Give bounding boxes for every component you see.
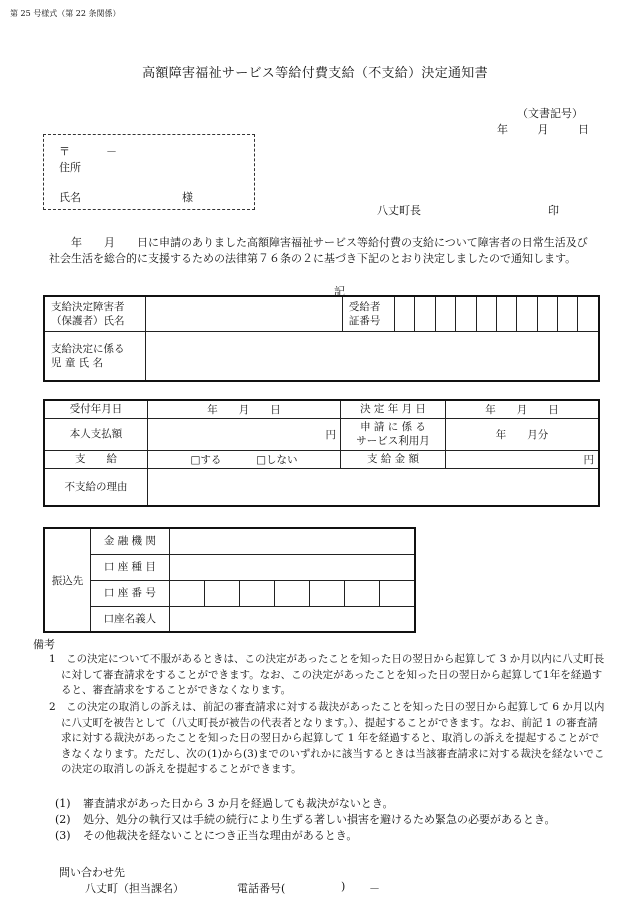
reason-value[interactable] [148,468,600,506]
child-name-label: 支給決定に係る 児 童 氏 名 [44,331,145,381]
cert-digit[interactable] [476,296,496,331]
seal-mark: 印 [548,204,559,217]
reason-label: 不支給の理由 [44,468,148,506]
received-date-label: 受付年月日 [44,400,148,418]
account-digit[interactable] [379,580,415,606]
name-label: 氏名 [59,191,81,204]
document-title: 高額障害福祉サービス等給付費支給（不支給）決定通知書 [142,66,488,81]
notes-heading: 備考 [33,638,55,651]
address-label: 住所 [59,161,81,174]
inquiry-dash: － [369,882,380,895]
account-holder-value[interactable] [169,606,415,632]
cert-number-label: 受給者 証番号 [342,296,394,331]
cert-digit[interactable] [558,296,578,331]
account-number-label: 口 座 番 号 [91,580,170,606]
note-sub-1: (1) 審査請求があった日から 3 か月を経過しても裁決がないとき。 [55,797,394,810]
honorific: 様 [182,191,193,204]
account-digit[interactable] [344,580,379,606]
account-digit[interactable] [239,580,274,606]
payment-amount-label: 支 給 金 額 [341,450,446,468]
self-pay-value[interactable]: 円 [148,418,341,450]
issue-date: 年 月 日 [497,123,589,136]
cert-digit[interactable] [578,296,599,331]
decision-date-label: 決 定 年 月 日 [341,400,446,418]
inquiry-tel-label: 電話番号( [237,882,286,895]
notice-body: 年 月 日に申請のありました高額障害福祉サービス等給付費の支給について障害者の日常生活及び社会生活を総合的に支援するための法律第７６条の２に基づき下記のとおり決定しましたので通知します。 [49,236,588,265]
checkbox-yes[interactable]: □する [190,453,222,466]
account-type-label: 口 座 種 目 [91,554,170,580]
cert-digit[interactable] [496,296,516,331]
postal-mark: 〒 [59,145,70,158]
issuer-mayor: 八丈町長 [377,204,421,217]
account-holder-label: 口座名義人 [91,606,170,632]
document-number: （文書記号） [517,107,583,120]
form-number: 第 25 号様式（第 22 条関係） [10,9,121,18]
payment-options[interactable] [148,450,341,468]
inquiry-dept: 八丈町（担当課名） [85,882,184,895]
ki-heading: 記 [334,285,345,298]
service-month-value[interactable]: 年 月分 [446,418,600,450]
self-pay-label: 本人支払額 [44,418,148,450]
account-digit[interactable] [309,580,344,606]
inquiry-heading: 問い合わせ先 [59,866,125,879]
payment-amount-value[interactable]: 円 [446,450,600,468]
account-type-value[interactable] [169,554,415,580]
note-sub-3: (3) その他裁決を経ないことにつき正当な理由があるとき。 [55,829,358,842]
recipient-label: 支給決定障害者 （保護者）氏名 [44,296,145,331]
bank-value[interactable] [169,528,415,554]
note-2: 2 この決定の取消しの訴えは、前記の審査請求に対する裁決があったことを知った日の翌日から起算して 6 か月以内に八丈町を被告として（八丈町長が被告の代表者となります。）、提起することができます。なお、前記 1 の審査請求に対する裁決があったことを知った日の翌日から起算して 1 年を経過すると、取消しの訴えを提起することができなくなります。ただし、次の(1)から(3)までのいずれかに該当するときは当該審査請求に対する裁決を経ないでこの決定の取消しの訴えを提起することができます。 [49,701,605,775]
checkbox-no[interactable]: □しない [256,453,298,466]
note-sub-2: (2) 処分、処分の執行又は手続の続行により生ずる著しい損害を避けるため緊急の必要があるとき。 [55,813,556,826]
recipient-name-cell[interactable] [145,296,342,331]
inquiry-paren: ) [341,880,346,893]
transfer-label: 振込先 [44,528,91,632]
cert-digit[interactable] [456,296,476,331]
account-digit[interactable] [274,580,309,606]
service-month-label: 申 請 に 係 る サービス利用月 [341,418,446,450]
bank-label: 金 融 機 関 [91,528,170,554]
cert-digit[interactable] [435,296,455,331]
account-digit[interactable] [204,580,239,606]
transfer-table [43,527,416,633]
note-1: 1 この決定について不服があるときは、この決定があったことを知った日の翌日から起算して 3 か月以内に八丈町長に対して審査請求をすることができます。なお、この決定があったことを知った日の翌日から起算して1年を経過すると、審査請求をすることができなくなります。 [49,653,605,696]
account-digit[interactable] [169,580,204,606]
cert-digit[interactable] [537,296,557,331]
received-date-value[interactable]: 年 月 日 [148,400,341,418]
cert-digit[interactable] [394,296,414,331]
decision-table [43,399,600,507]
cert-digit[interactable] [517,296,537,331]
decision-date-value[interactable]: 年 月 日 [446,400,600,418]
payment-label: 支 給 [44,450,148,468]
postal-dash: － [106,145,117,158]
cert-digit[interactable] [415,296,435,331]
recipient-table [43,295,600,382]
child-name-cell[interactable] [145,331,599,381]
